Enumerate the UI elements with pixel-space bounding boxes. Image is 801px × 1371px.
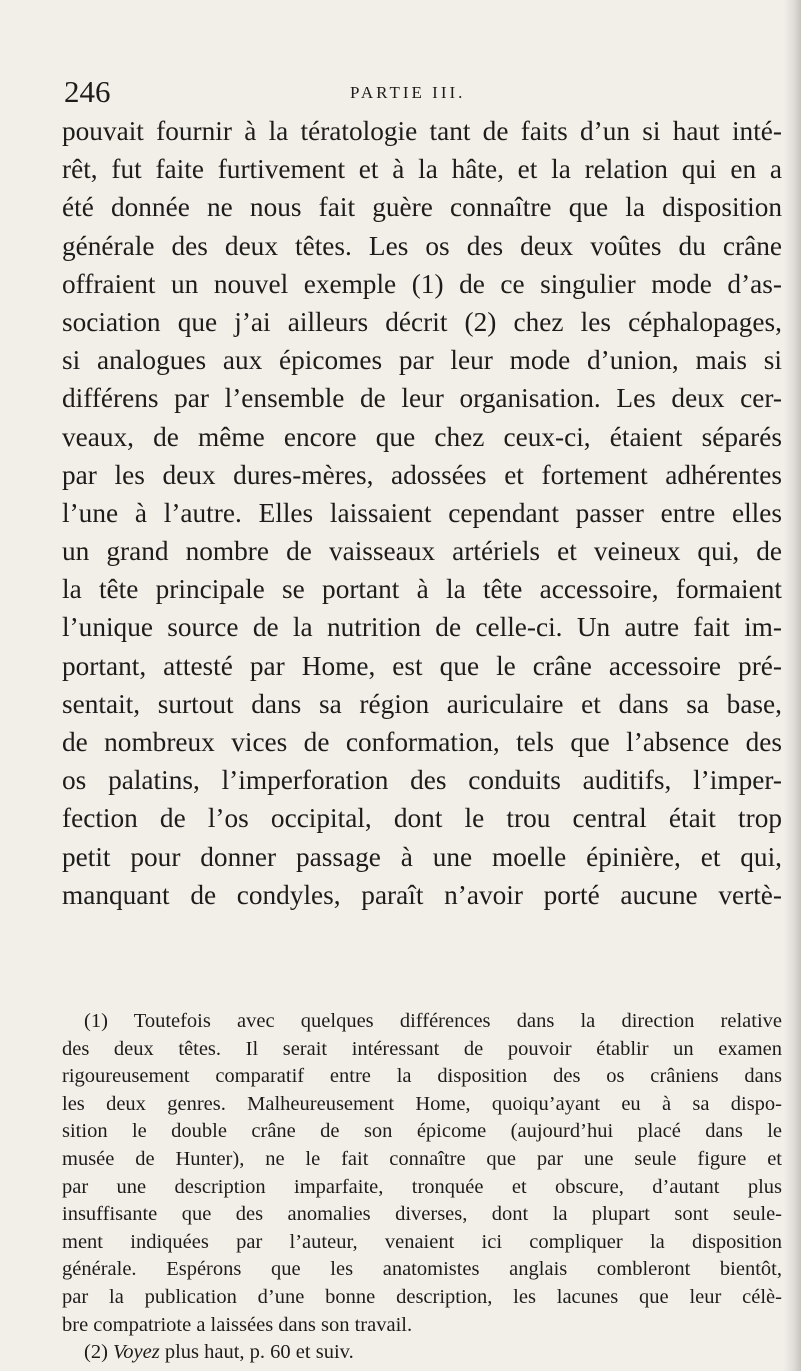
footnote-1-line: musée de Hunter), ne le fait connaître que par une seule figure et [62, 1147, 782, 1170]
footnote-2-voyez: Voyez [113, 1341, 160, 1364]
body-line: générale des deux têtes. Les os des deux voûtes du crâne [62, 230, 782, 261]
body-line: par les deux dures-mères, adossées et fortement adhérentes [62, 459, 782, 490]
footnotes [62, 1008, 782, 1367]
body-line: un grand nombre de vaisseaux artériels et veineux qui, de [62, 536, 782, 567]
footnote-1-line: ment indiquées par l’auteur, venaient ici compliquer la disposition [62, 1230, 782, 1253]
body-line: sentait, surtout dans sa région auriculaire et dans sa base, [62, 688, 782, 719]
footnote-1-line: sition le double crâne de son épicome (aujourd’hui placé dans le [62, 1120, 782, 1143]
body-line: si analogues aux épicomes par leur mode d’union, mais si [62, 345, 782, 376]
footnote-2-text: plus haut, p. 60 et suiv. [164, 1341, 354, 1364]
footnote-1-line: des deux têtes. Il serait intéressant de pouvoir établir un examen [62, 1037, 782, 1060]
page-number: 246 [64, 74, 111, 109]
footnote-1-line: rigoureusement comparatif entre la disposition des os crâniens dans [62, 1065, 782, 1088]
body-line: sociation que j’ai ailleurs décrit (2) chez les céphalopages, [62, 306, 782, 337]
footnote-1-line: par la publication d’une bonne description, les lacunes que leur célè- [62, 1285, 782, 1308]
body-line: pouvait fournir à la tératologie tant de faits d’un si haut inté- [62, 116, 782, 146]
footnote-1-line: (1) Toutefois avec quelques différences dans la direction relative [84, 1010, 782, 1032]
body-text [62, 112, 782, 914]
footnote-1-line: générale. Espérons que les anatomistes anglais combleront bientôt, [62, 1258, 782, 1281]
body-line: offraient un nouvel exemple (1) de ce singulier mode d’as- [62, 268, 782, 299]
footnote-2 [62, 1339, 782, 1367]
page-edge-shadow [783, 0, 801, 1371]
running-head: PARTIE III. [350, 83, 466, 102]
body-line: été donnée ne nous fait guère connaître que la disposition [62, 192, 782, 223]
body-line: portant, attesté par Home, est que le crâne accessoire pré- [62, 650, 782, 681]
body-line: de nombreux vices de conformation, tels que l’absence des [62, 727, 782, 757]
body-line: différens par l’ensemble de leur organisation. Les deux cer- [62, 383, 782, 414]
body-line: veaux, de même encore que chez ceux-ci, étaient séparés [62, 421, 782, 452]
page-header [62, 72, 782, 112]
body-line: rêt, fut faite furtivement et à la hâte, et la relation qui en a [62, 154, 782, 185]
footnote-1-line: bre compatriote a laissées dans son travail. [62, 1313, 413, 1336]
footnote-2-marker: (2) [84, 1341, 108, 1364]
body-line: os palatins, l’imperforation des conduits auditifs, l’imper- [62, 765, 782, 796]
body-line: l’unique source de la nutrition de celle-ci. Un autre fait im- [62, 612, 782, 643]
body-line: manquant de condyles, paraît n’avoir porté aucune vertè- [62, 879, 782, 910]
body-line: petit pour donner passage à une moelle épinière, et qui, [62, 841, 782, 872]
body-line: fection de l’os occipital, dont le trou central était trop [62, 803, 782, 834]
footnote-1-line: par une description imparfaite, tronquée et obscure, d’autant plus [62, 1175, 782, 1198]
footnote-1-line: les deux genres. Malheureusement Home, quoiqu’ayant eu à sa dispo- [62, 1092, 782, 1115]
footnote-1-line: insuffisante que des anomalies diverses, dont la plupart sont seule- [62, 1203, 782, 1226]
body-line: la tête principale se portant à la tête accessoire, formaient [62, 574, 782, 605]
body-line: l’une à l’autre. Elles laissaient cependant passer entre elles [62, 497, 782, 528]
